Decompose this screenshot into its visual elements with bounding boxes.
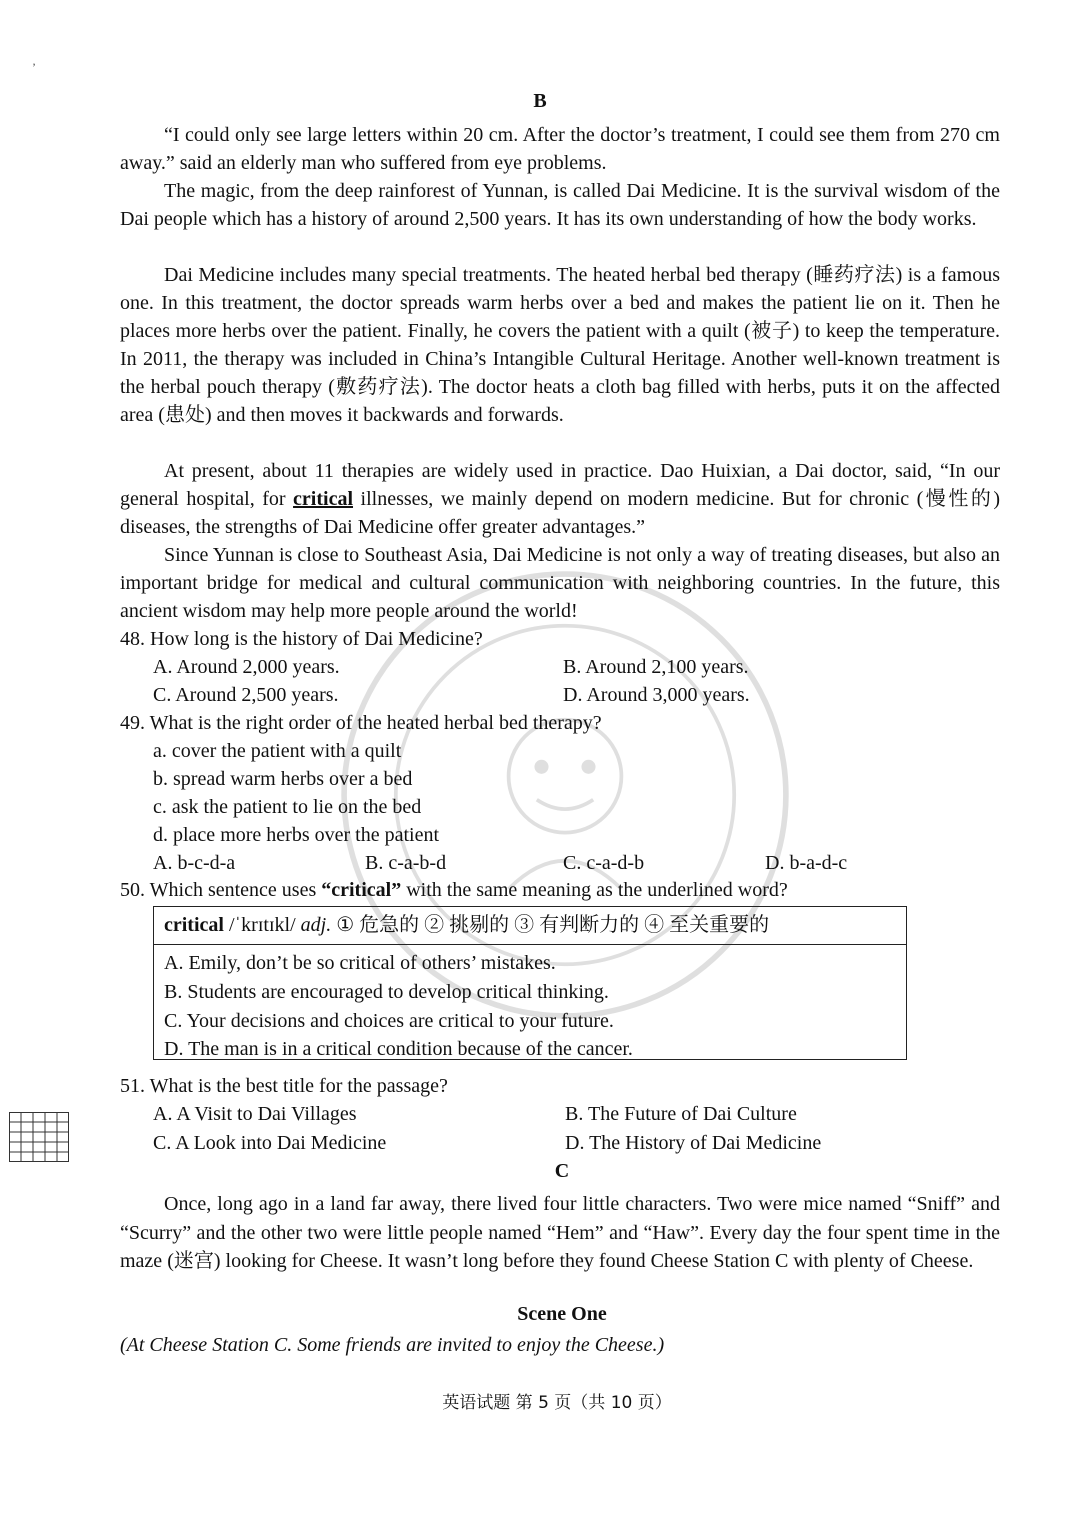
q51-option-d: D. The History of Dai Medicine xyxy=(565,1132,822,1154)
paragraph-4-before: At present, about 11 therapies are widely used in practice. Dao Huixian, a Dai doctor, said, “In our general hospital, for xyxy=(120,460,1000,510)
passage-c-paragraph-1: Once, long ago in a land far away, there lived four little characters. Two were mice named “Sniff” and “Scurry” and the other two were little people named “Hem” and “Haw”. Every day the four spent time in the maze (迷宫) looking for Cheese. It wasn’t long before they found Cheese Station C with plenty of Cheese. xyxy=(120,1193,1000,1272)
scene-title: Scene One xyxy=(517,1303,607,1325)
q50-word: “critical” xyxy=(321,879,402,901)
page-footer: 英语试题 第 5 页（共 10 页） xyxy=(442,1393,672,1413)
definition-box xyxy=(153,906,907,1060)
paragraph-4-after: illnesses, we mainly depend on modern medicine. But for chronic (慢性的) diseases, the strengths of Dai Medicine offer greater advantages.” xyxy=(120,488,1001,538)
answer-grid-icon xyxy=(9,1112,69,1162)
stage-direction: (At Cheese Station C. Some friends are invited to enjoy the Cheese.) xyxy=(120,1334,665,1356)
q50-option-c: C. Your decisions and choices are critical to your future. xyxy=(164,1010,614,1032)
definition-header xyxy=(154,907,906,945)
passage-b-paragraph-3: Dai Medicine includes many special treatments. The heated herbal bed therapy (睡药疗法) is a famous one. In this treatment, the doctor spreads warm herbs over a bed and makes the patient lie on it. Then he places more herbs over the patient. Finally, he covers the patient with a quilt (被子) to keep the temperature. In 2011, the therapy was included in China’s Intangible Cultural Heritage. Another well-known treatment is the herbal pouch therapy (敷药疗法). The doctor heats a cloth bag filled with herbs, puts it on the affected area (患处) and then moves it backwards and forwards. xyxy=(120,264,1000,426)
question-50 xyxy=(120,876,788,904)
q50-prefix: 50. Which sentence uses xyxy=(120,879,322,901)
q48-option-b: B. Around 2,100 years. xyxy=(563,656,749,678)
q50-option-d: D. The man is in a critical condition because of the cancer. xyxy=(164,1038,633,1060)
q49-step-b: b. spread warm herbs over a bed xyxy=(153,768,413,790)
definition-phonetic: /ˈkrɪtɪkl/ xyxy=(223,914,301,936)
q51-option-b: B. The Future of Dai Culture xyxy=(565,1103,797,1125)
definition-part-of-speech: adj. xyxy=(300,914,332,936)
definition-word: critical xyxy=(164,914,224,936)
passage-b-paragraph-2: The magic, from the deep rainforest of Yunnan, is called Dai Medicine. It is the survival wisdom of the Dai people which has a history of around 2,500 years. It has its own understanding of how the body works. xyxy=(120,180,1000,230)
underlined-word-critical: critical xyxy=(293,488,354,510)
section-b-title: B xyxy=(533,90,547,112)
question-48: 48. How long is the history of Dai Medicine? xyxy=(120,628,483,650)
q49-step-d: d. place more herbs over the patient xyxy=(153,824,439,846)
q49-option-a: A. b-c-d-a xyxy=(153,852,236,874)
passage-b-paragraph-4 xyxy=(120,457,1000,541)
section-c-title: C xyxy=(554,1160,570,1182)
q48-option-a: A. Around 2,000 years. xyxy=(153,656,340,678)
q49-step-c: c. ask the patient to lie on the bed xyxy=(153,796,422,818)
q51-option-a: A. A Visit to Dai Villages xyxy=(153,1103,357,1125)
q49-step-a: a. cover the patient with a quilt xyxy=(153,740,402,762)
q50-option-a: A. Emily, don’t be so critical of others’ mistakes. xyxy=(164,952,556,974)
definition-meanings: ① 危急的 ② 挑剔的 ③ 有判断力的 ④ 至关重要的 xyxy=(331,914,770,936)
question-49: 49. What is the right order of the heated herbal bed therapy? xyxy=(120,712,602,734)
question-51: 51. What is the best title for the passage? xyxy=(120,1075,448,1097)
q49-option-d: D. b-a-d-c xyxy=(765,852,848,874)
q49-option-c: C. c-a-d-b xyxy=(563,852,645,874)
passage-b-paragraph-5: Since Yunnan is close to Southeast Asia, Dai Medicine is not only a way of treating diseases, but also an important bridge for medical and cultural communication with neighboring countries. In the future, this ancient wisdom may help more people around the world! xyxy=(120,544,1000,622)
q48-option-c: C. Around 2,500 years. xyxy=(153,684,339,706)
q50-option-b: B. Students are encouraged to develop critical thinking. xyxy=(164,981,609,1003)
corner-mark: ’ xyxy=(32,60,36,74)
q48-option-d: D. Around 3,000 years. xyxy=(563,684,750,706)
q51-option-c: C. A Look into Dai Medicine xyxy=(153,1132,387,1154)
q50-suffix: with the same meaning as the underlined word? xyxy=(401,879,788,901)
passage-b-paragraph-1: “I could only see large letters within 20 cm. After the doctor’s treatment, I could see them from 270 cm away.” said an elderly man who suffered from eye problems. xyxy=(120,124,1000,174)
q49-option-b: B. c-a-b-d xyxy=(365,852,447,874)
